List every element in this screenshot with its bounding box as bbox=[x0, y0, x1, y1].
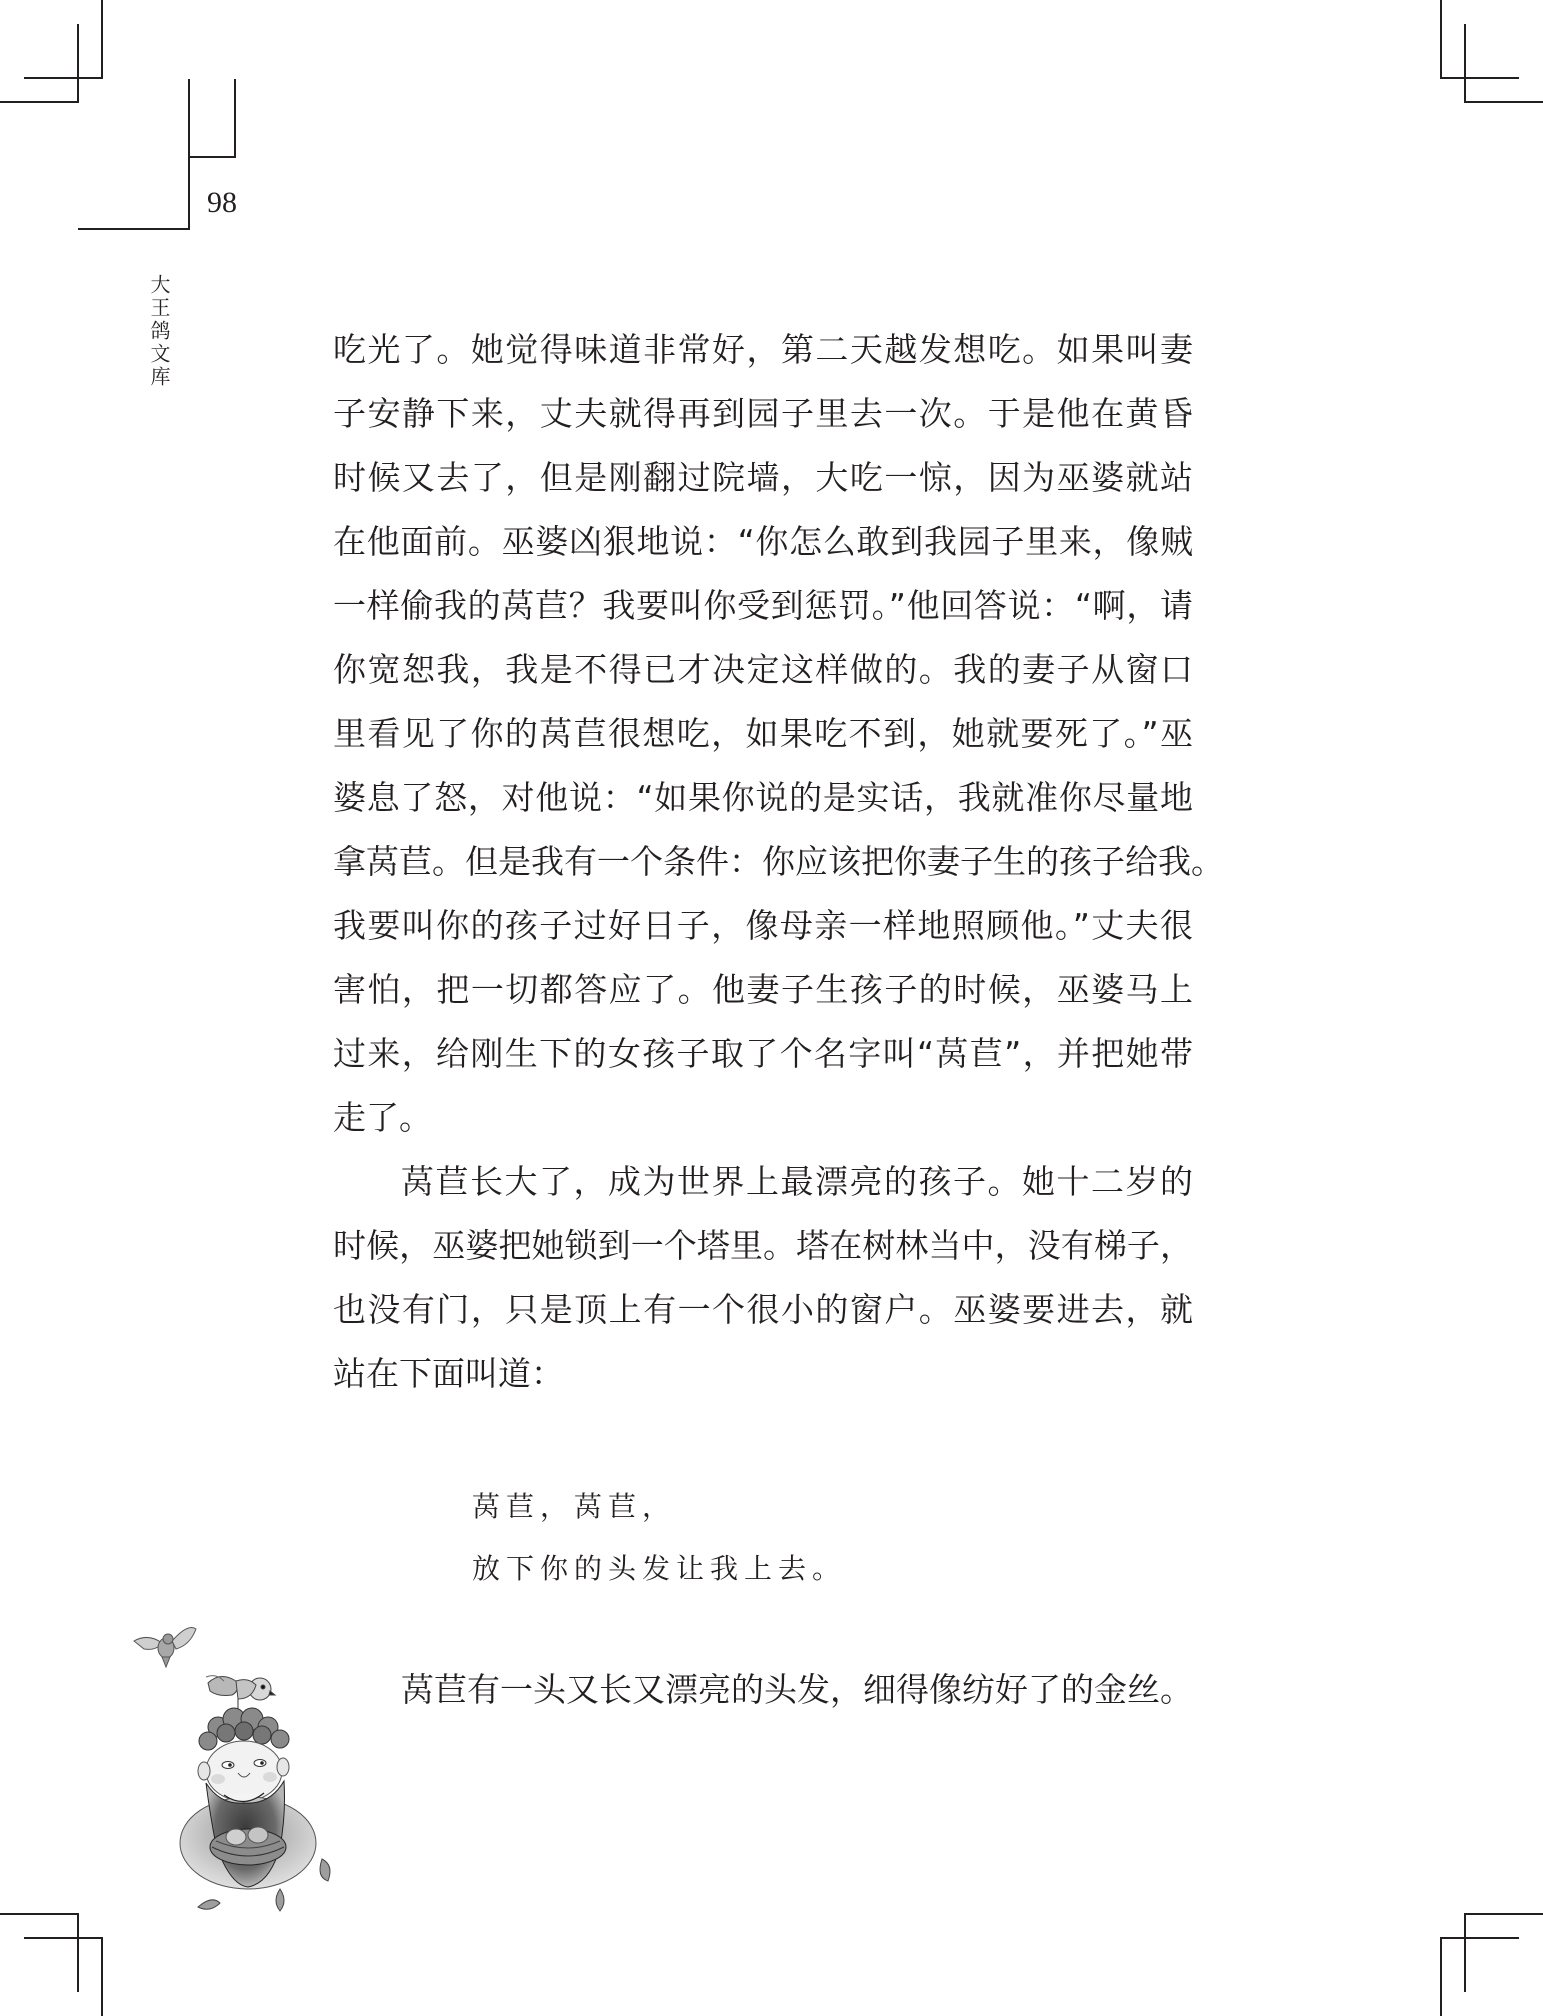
page-bracket-right-v bbox=[234, 79, 236, 158]
flying-bird-icon bbox=[134, 1628, 196, 1668]
body-line: 你宽恕我，我是不得已才决定这样做的。我的妻子从窗口 bbox=[333, 650, 1193, 689]
crop-mark-top-right-inner-v bbox=[1464, 24, 1466, 103]
crop-mark-top-left-outer-v bbox=[101, 0, 103, 79]
body-line: 在他面前。巫婆凶狠地说：“你怎么敢到我园子里来，像贼 bbox=[333, 522, 1193, 561]
body-line: 一样偷我的莴苣？我要叫你受到惩罚。”他回答说：“啊，请 bbox=[333, 586, 1193, 625]
crop-mark-bottom-right-outer-v bbox=[1464, 1913, 1466, 1992]
poem-block bbox=[472, 1476, 846, 1600]
crop-mark-bottom-left-inner-v bbox=[101, 1937, 103, 2016]
body-line: 拿莴苣。但是我有一个条件：你应该把你妻子生的孩子给我。 bbox=[333, 842, 1224, 881]
body-line: 子安静下来，丈夫就得再到园子里去一次。于是他在黄昏 bbox=[333, 394, 1193, 433]
body-text bbox=[333, 318, 1224, 1406]
crop-mark-bottom-left-inner-h bbox=[24, 1937, 103, 1939]
page-number: 98 bbox=[207, 186, 237, 219]
crop-mark-top-right-outer-h bbox=[1440, 77, 1519, 79]
body-line: 我要叫你的孩子过好日子，像母亲一样地照顾他。”丈夫很 bbox=[333, 906, 1193, 945]
crop-mark-top-left-inner-v bbox=[77, 24, 79, 103]
body-line: 过来，给刚生下的女孩子取了个名字叫“莴苣”，并把她带 bbox=[333, 1034, 1193, 1073]
body-line: 吃光了。她觉得味道非常好，第二天越发想吃。如果叫妻 bbox=[333, 330, 1193, 369]
crop-mark-top-right-inner-h bbox=[1464, 101, 1543, 103]
poem-line: 放下你的头发让我上去。 bbox=[472, 1552, 847, 1585]
series-label: 大王鸽文库 bbox=[147, 274, 171, 389]
page-bracket-mid-h bbox=[188, 156, 235, 158]
crop-mark-top-right-outer-v bbox=[1440, 0, 1442, 79]
paragraph-line: 也没有门，只是顶上有一个很小的窗户。巫婆要进去，就 bbox=[333, 1290, 1193, 1329]
crop-mark-bottom-left-outer-v bbox=[77, 1913, 79, 1992]
paragraph-line: 莴苣长大了，成为世界上最漂亮的孩子。她十二岁的 bbox=[401, 1162, 1193, 1201]
crop-mark-top-left-outer-h bbox=[24, 77, 103, 79]
body-line: 里看见了你的莴苣很想吃，如果吃不到，她就要死了。”巫 bbox=[333, 714, 1193, 753]
body-line: 走了。 bbox=[333, 1098, 432, 1137]
body-line: 时候又去了，但是刚翻过院墙，大吃一惊，因为巫婆就站 bbox=[333, 458, 1193, 497]
body-line: 害怕，把一切都答应了。他妻子生孩子的时候，巫婆马上 bbox=[333, 970, 1193, 1009]
body-line: 婆息了怒，对他说：“如果你说的是实话，我就准你尽量地 bbox=[333, 778, 1193, 817]
bearded-man-illustration bbox=[120, 1615, 360, 1915]
crop-mark-bottom-right-outer-h bbox=[1464, 1913, 1543, 1915]
page-bracket-left-v bbox=[188, 79, 190, 230]
closing-line: 莴苣有一头又长又漂亮的头发，细得像纺好了的金丝。 bbox=[401, 1670, 1193, 1709]
paragraph-line: 时候，巫婆把她锁到一个塔里。塔在树林当中，没有梯子， bbox=[333, 1226, 1193, 1265]
crop-mark-bottom-left-outer-h bbox=[0, 1913, 79, 1915]
paragraph-line: 站在下面叫道： bbox=[333, 1354, 564, 1393]
crop-mark-bottom-right-inner-v bbox=[1440, 1937, 1442, 2016]
crop-mark-bottom-right-inner-h bbox=[1440, 1937, 1519, 1939]
crop-mark-top-left-inner-h bbox=[0, 101, 79, 103]
perched-bird-icon bbox=[206, 1676, 275, 1713]
poem-line: 莴苣，莴苣， bbox=[472, 1490, 677, 1523]
page-bracket-bottom-h bbox=[78, 228, 189, 230]
